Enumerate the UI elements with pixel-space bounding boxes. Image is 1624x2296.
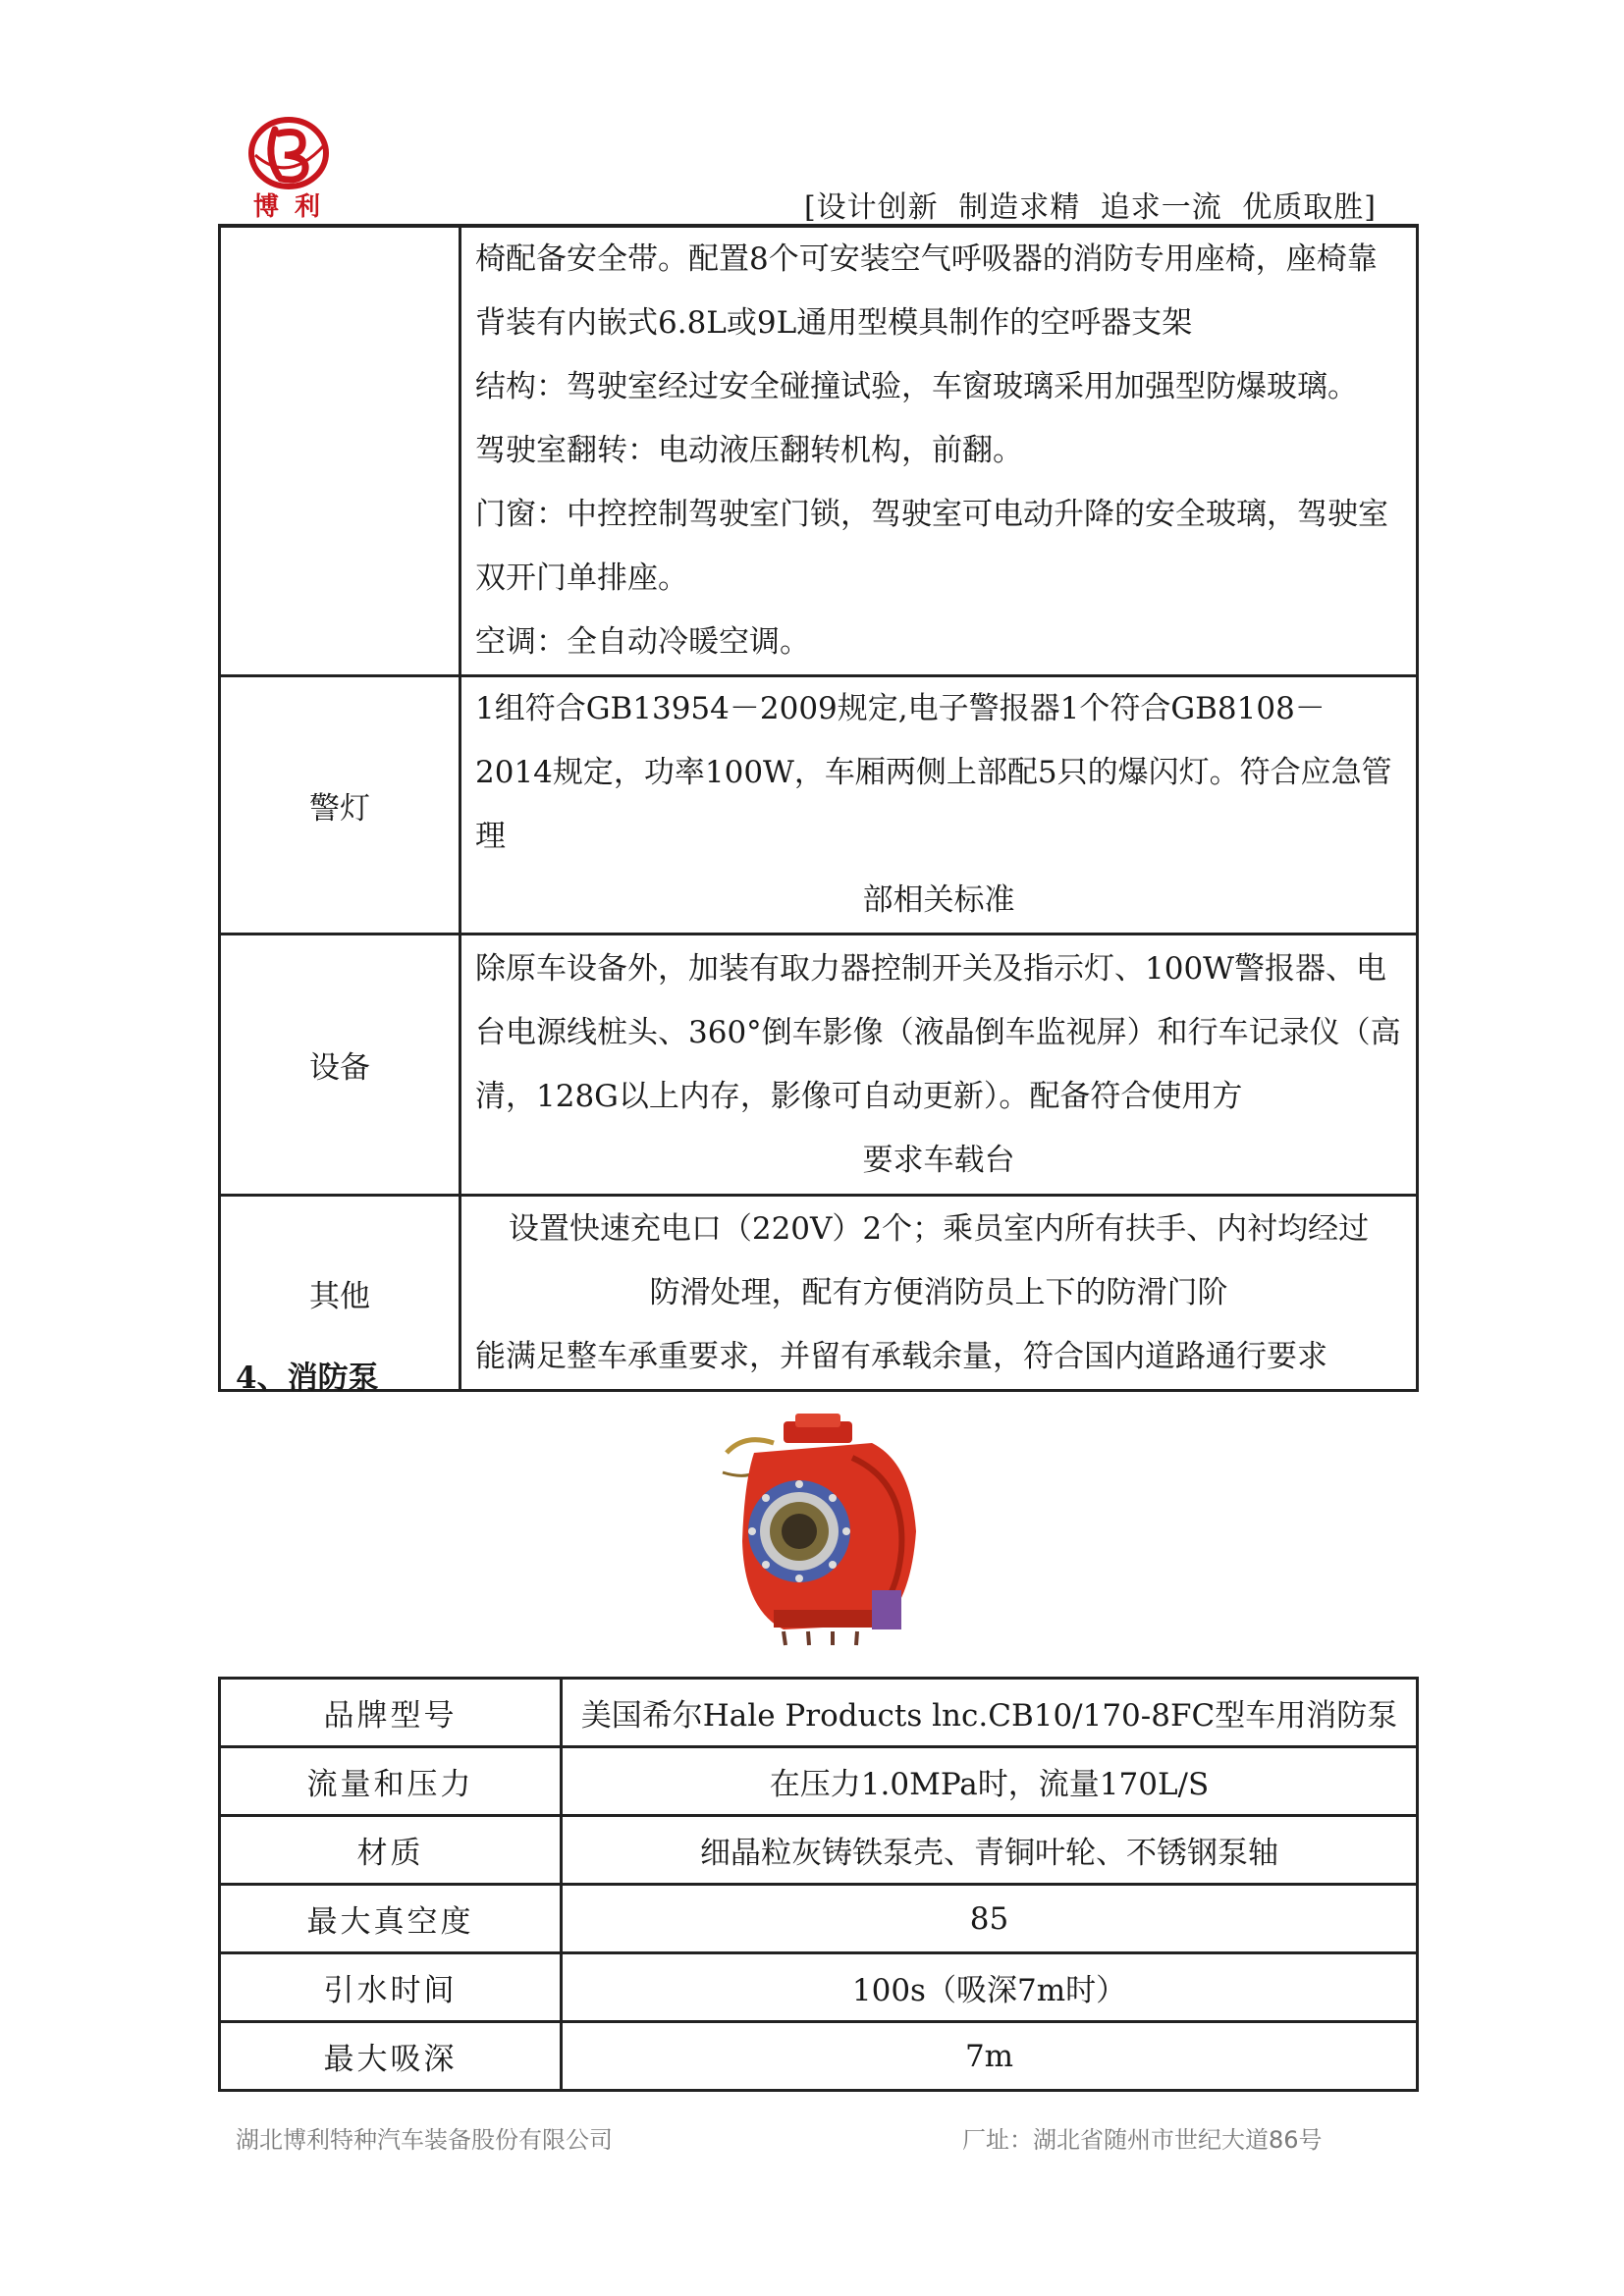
table-row [220,1679,1418,1747]
table-row [220,676,1418,934]
paragraph: 空调：全自动冷暖空调。 [475,624,810,660]
footer-company: 湖北博利特种汽车装备股份有限公司 [236,2126,613,2154]
spec-key: 品牌型号 [220,1679,562,1747]
table-row [220,2022,1418,2091]
fire-pump-image [715,1414,931,1647]
section-title: 4、消防泵 [236,1361,379,1396]
spec-value: 100s（吸深7m时） [562,1953,1418,2022]
table-row [220,934,1418,1196]
spec-value: 7m [562,2022,1418,2091]
paragraph: 能满足整车承重要求，并留有承载余量，符合国内道路通行要求 [475,1338,1327,1374]
row-content [460,676,1418,934]
spec-value: 85 [562,1885,1418,1953]
vehicle-spec-table [218,225,1419,1392]
spec-key: 引水时间 [220,1953,562,2022]
row-content [460,934,1418,1196]
row-label [220,227,460,676]
table-row [220,227,1418,676]
paragraph: 1组符合GB13954－2009规定,电子警报器1个符合GB8108－2014规定，功率100W，车厢两侧上部配5只的爆闪灯。符合应急管理 [475,691,1392,854]
paragraph: 除原车设备外，加装有取力器控制开关及指示灯、100W警报器、电台电源线桩头、360°倒车影像（液晶倒车监视屏）和行车记录仪（高清，128G以上内存，影像可自动更新）。配备符合使用方 [475,950,1401,1114]
row-label: 其他 [220,1196,460,1391]
header-slogan: [设计创新 制造求精 追求一流 优质取胜] [803,190,1377,225]
spec-key: 最大真空度 [220,1885,562,1953]
row-content [460,227,1418,676]
spec-key: 材质 [220,1816,562,1885]
table-row [220,1953,1418,2022]
spec-value: 在压力1.0MPa时，流量170L/S [562,1747,1418,1816]
table-row [220,1816,1418,1885]
pump-spec-table [218,1677,1419,2092]
paragraph: 结构：驾驶室经过安全碰撞试验，车窗玻璃采用加强型防爆玻璃。 [475,369,1358,404]
row-label: 警灯 [220,676,460,934]
footer-address: 厂址：湖北省随州市世纪大道86号 [962,2126,1323,2154]
spec-key: 最大吸深 [220,2022,562,2091]
paragraph: 防滑处理，配有方便消防员上下的防滑门阶 [649,1274,1228,1310]
table-row [220,1196,1418,1391]
paragraph: 设置快速充电口（220V）2个；乘员室内所有扶手、内衬均经过 [508,1210,1370,1247]
paragraph: 要求车载台 [862,1142,1015,1178]
table-row [220,1885,1418,1953]
paragraph: 驾驶室翻转：电动液压翻转机构，前翻。 [475,433,1023,468]
logo-text: 博利 [253,192,337,222]
spec-value: 美国希尔Hale Products lnc.CB10/170-8FC型车用消防泵 [562,1679,1418,1747]
spec-value: 细晶粒灰铸铁泵壳、青铜叶轮、不锈钢泵轴 [562,1816,1418,1885]
spec-key: 流量和压力 [220,1747,562,1816]
paragraph: 椅配备安全带。配置8个可安装空气呼吸器的消防专用座椅，座椅靠背装有内嵌式6.8L或9L通用型模具制作的空呼器支架 [475,241,1378,341]
paragraph: 门窗：中控控制驾驶室门锁，驾驶室可电动升降的安全玻璃，驾驶室双开门单排座。 [475,497,1388,596]
row-label: 设备 [220,934,460,1196]
paragraph: 部相关标准 [862,882,1015,918]
table-row [220,1747,1418,1816]
row-content [460,1196,1418,1391]
